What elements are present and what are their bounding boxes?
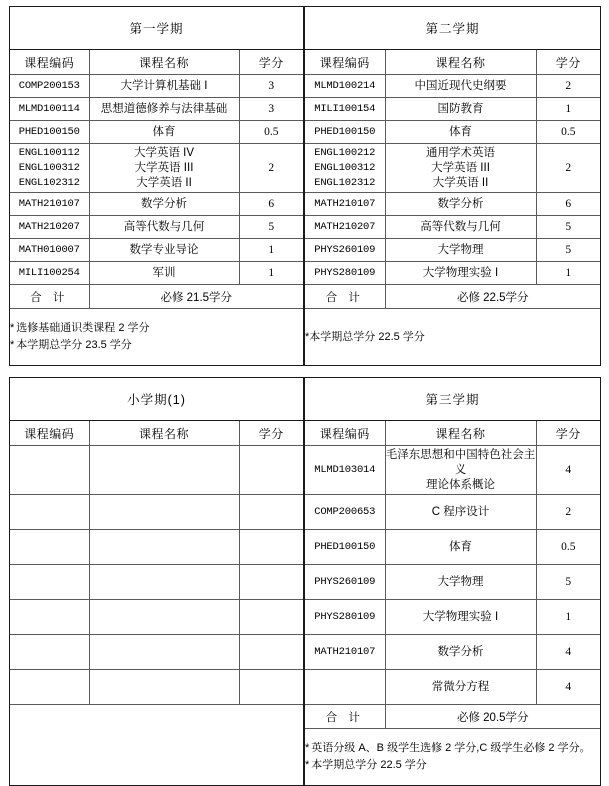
course-credit — [239, 600, 303, 635]
course-code: MATH210107 — [10, 193, 89, 216]
total-row — [10, 285, 303, 309]
total-value: 必修 22.5学分 — [385, 285, 600, 309]
table-row — [305, 144, 600, 193]
course-credit — [239, 446, 303, 495]
note-line — [10, 320, 303, 337]
table-row — [10, 121, 303, 144]
course-credit — [239, 670, 303, 705]
course-credit — [239, 530, 303, 565]
note-text: 本学期总学分 22.5 学分 — [311, 759, 427, 771]
note-line — [305, 329, 600, 346]
course-name — [89, 635, 239, 670]
course-name: 数学专业导论 — [89, 239, 239, 262]
course-code — [10, 495, 89, 530]
course-code — [305, 670, 385, 705]
course-credit: 6 — [239, 193, 303, 216]
course-name: 数学分析 — [89, 193, 239, 216]
note-text: 本学期总学分 22.5 学分 — [309, 330, 425, 343]
header-course-name: 课程名称 — [89, 50, 239, 75]
course-credit: 0.5 — [536, 121, 600, 144]
table-row — [305, 495, 600, 530]
course-code: MILI100154 — [305, 98, 385, 121]
course-name — [89, 446, 239, 495]
table-header-row — [305, 50, 600, 75]
course-name: 思想道德修养与法律基础 — [89, 98, 239, 121]
course-credit: 2 — [536, 495, 600, 530]
course-name — [89, 495, 239, 530]
table-row — [10, 565, 303, 600]
table-row — [305, 530, 600, 565]
course-name: 数学分析 — [385, 635, 536, 670]
table-row — [305, 216, 600, 239]
course-name: 大学物理实验 I — [385, 600, 536, 635]
notes-row — [305, 309, 600, 366]
table-row — [10, 75, 303, 98]
course-credit: 5 — [536, 239, 600, 262]
course-name: 高等代数与几何 — [385, 216, 536, 239]
course-name: 体育 — [385, 121, 536, 144]
course-credit: 2 — [239, 144, 303, 193]
course-credit: 2 — [536, 75, 600, 98]
semester-panel-2 — [304, 6, 601, 366]
course-name: 常微分方程 — [385, 670, 536, 705]
course-credit: 1 — [536, 600, 600, 635]
course-code: PHYS260109 — [305, 239, 385, 262]
course-name: 中国近现代史纲要 — [385, 75, 536, 98]
bullet-star-icon: * — [10, 322, 15, 334]
course-name — [89, 670, 239, 705]
table-row — [305, 239, 600, 262]
notes-row — [10, 309, 303, 366]
notes-cell — [10, 705, 303, 762]
semester-table-4 — [305, 378, 600, 785]
note-line — [305, 740, 600, 757]
semester-title: 第一学期 — [10, 7, 303, 50]
course-name: 军训 — [89, 262, 239, 285]
course-name: C 程序设计 — [385, 495, 536, 530]
table-row — [305, 121, 600, 144]
header-credits: 学分 — [239, 50, 303, 75]
table-row — [10, 239, 303, 262]
table-row — [305, 600, 600, 635]
course-credit: 5 — [239, 216, 303, 239]
course-code: MILI100254 — [10, 262, 89, 285]
notes-cell — [10, 309, 303, 366]
semester-table-2 — [305, 7, 600, 365]
bullet-star-icon: * — [305, 759, 310, 771]
bullet-star-icon: * — [305, 330, 310, 343]
table-row — [305, 193, 600, 216]
course-credit: 4 — [536, 635, 600, 670]
course-credit: 6 — [536, 193, 600, 216]
course-code: ENGL100212 ENGL100312 ENGL102312 — [305, 144, 385, 193]
course-credit: 4 — [536, 670, 600, 705]
course-credit — [239, 565, 303, 600]
course-credit — [239, 495, 303, 530]
course-name: 国防教育 — [385, 98, 536, 121]
bullet-star-icon: * — [305, 742, 310, 754]
semester-table-3 — [10, 378, 303, 761]
course-credit — [239, 635, 303, 670]
table-row — [10, 530, 303, 565]
table-row — [10, 635, 303, 670]
header-course-name: 课程名称 — [385, 50, 536, 75]
notes-row — [10, 705, 303, 762]
semester-row-top — [9, 6, 601, 366]
course-name: 大学计算机基础 I — [89, 75, 239, 98]
table-row — [10, 144, 303, 193]
table-header-row — [305, 421, 600, 446]
course-name: 毛泽东思想和中国特色社会主义 理论体系概论 — [385, 446, 536, 495]
table-row — [305, 565, 600, 600]
header-course-code: 课程编码 — [305, 50, 385, 75]
course-code: COMP200153 — [10, 75, 89, 98]
header-course-name: 课程名称 — [89, 421, 239, 446]
course-credit: 0.5 — [536, 530, 600, 565]
note-text: 英语分级 A、B 级学生选修 2 学分,C 级学生必修 2 学分。 — [311, 742, 591, 754]
table-row — [10, 193, 303, 216]
course-code: MATH210107 — [305, 635, 385, 670]
course-code — [10, 530, 89, 565]
table-row — [10, 670, 303, 705]
table-row — [305, 262, 600, 285]
course-code: PHED100150 — [10, 121, 89, 144]
total-value: 必修 21.5学分 — [89, 285, 303, 309]
course-code — [10, 600, 89, 635]
total-label: 合 计 — [305, 705, 385, 729]
semester-table-1 — [10, 7, 303, 365]
semester-row-bottom — [9, 377, 601, 786]
header-credits: 学分 — [536, 421, 600, 446]
course-name: 体育 — [89, 121, 239, 144]
course-credit: 0.5 — [239, 121, 303, 144]
table-row — [305, 670, 600, 705]
notes-cell — [305, 729, 600, 786]
header-course-name: 课程名称 — [385, 421, 536, 446]
course-code: ENGL100112 ENGL100312 ENGL102312 — [10, 144, 89, 193]
note-text: 本学期总学分 23.5 学分 — [16, 339, 132, 351]
semester-panel-3 — [9, 377, 304, 786]
header-course-code: 课程编码 — [10, 421, 89, 446]
course-credit: 1 — [239, 262, 303, 285]
course-name: 大学物理 — [385, 239, 536, 262]
course-code: MATH210207 — [10, 216, 89, 239]
total-label: 合 计 — [10, 285, 89, 309]
course-code: MATH210207 — [305, 216, 385, 239]
course-name: 大学物理实验 I — [385, 262, 536, 285]
total-value: 必修 20.5学分 — [385, 705, 600, 729]
semester-panel-1 — [9, 6, 304, 366]
course-code: PHYS260109 — [305, 565, 385, 600]
course-name — [89, 530, 239, 565]
course-code: MLMD100114 — [10, 98, 89, 121]
course-credit: 3 — [239, 98, 303, 121]
course-credit: 2 — [536, 144, 600, 193]
course-name: 通用学术英语 大学英语 III 大学英语 II — [385, 144, 536, 193]
header-credits: 学分 — [239, 421, 303, 446]
course-credit: 5 — [536, 565, 600, 600]
course-name: 体育 — [385, 530, 536, 565]
course-credit: 1 — [239, 239, 303, 262]
course-code — [10, 565, 89, 600]
table-row — [10, 262, 303, 285]
table-row — [305, 446, 600, 495]
semester-title: 第三学期 — [305, 378, 600, 421]
total-label: 合 计 — [305, 285, 385, 309]
table-row — [305, 75, 600, 98]
course-name — [89, 600, 239, 635]
header-credits: 学分 — [536, 50, 600, 75]
notes-cell — [305, 309, 600, 366]
semester-title: 第二学期 — [305, 7, 600, 50]
notes-row — [305, 729, 600, 786]
table-row — [10, 446, 303, 495]
course-name: 大学英语 IV 大学英语 III 大学英语 II — [89, 144, 239, 193]
course-credit: 4 — [536, 446, 600, 495]
header-course-code: 课程编码 — [305, 421, 385, 446]
semester-panel-4 — [304, 377, 601, 786]
table-row — [10, 98, 303, 121]
table-row — [10, 216, 303, 239]
table-row — [305, 98, 600, 121]
course-code: PHED100150 — [305, 121, 385, 144]
course-code — [10, 446, 89, 495]
course-code: MLMD100214 — [305, 75, 385, 98]
bullet-star-icon: * — [10, 339, 15, 351]
course-credit: 1 — [536, 98, 600, 121]
table-row — [10, 495, 303, 530]
course-code — [10, 670, 89, 705]
header-course-code: 课程编码 — [10, 50, 89, 75]
course-code: MATH210107 — [305, 193, 385, 216]
course-name: 高等代数与几何 — [89, 216, 239, 239]
course-code: PHYS280109 — [305, 600, 385, 635]
course-name — [89, 565, 239, 600]
note-text: 选修基础通识类课程 2 学分 — [16, 322, 150, 334]
course-name: 数学分析 — [385, 193, 536, 216]
note-line — [305, 757, 600, 774]
table-row — [305, 635, 600, 670]
course-credit: 5 — [536, 216, 600, 239]
semester-title: 小学期(1) — [10, 378, 303, 421]
note-line — [10, 337, 303, 354]
table-row — [10, 600, 303, 635]
course-code: PHED100150 — [305, 530, 385, 565]
table-header-row — [10, 50, 303, 75]
total-row — [305, 285, 600, 309]
course-code: MATH010007 — [10, 239, 89, 262]
course-credit: 1 — [536, 262, 600, 285]
course-code: MLMD103014 — [305, 446, 385, 495]
course-code: COMP200653 — [305, 495, 385, 530]
table-header-row — [10, 421, 303, 446]
course-code — [10, 635, 89, 670]
total-row — [305, 705, 600, 729]
course-name: 大学物理 — [385, 565, 536, 600]
course-credit: 3 — [239, 75, 303, 98]
course-code: PHYS280109 — [305, 262, 385, 285]
